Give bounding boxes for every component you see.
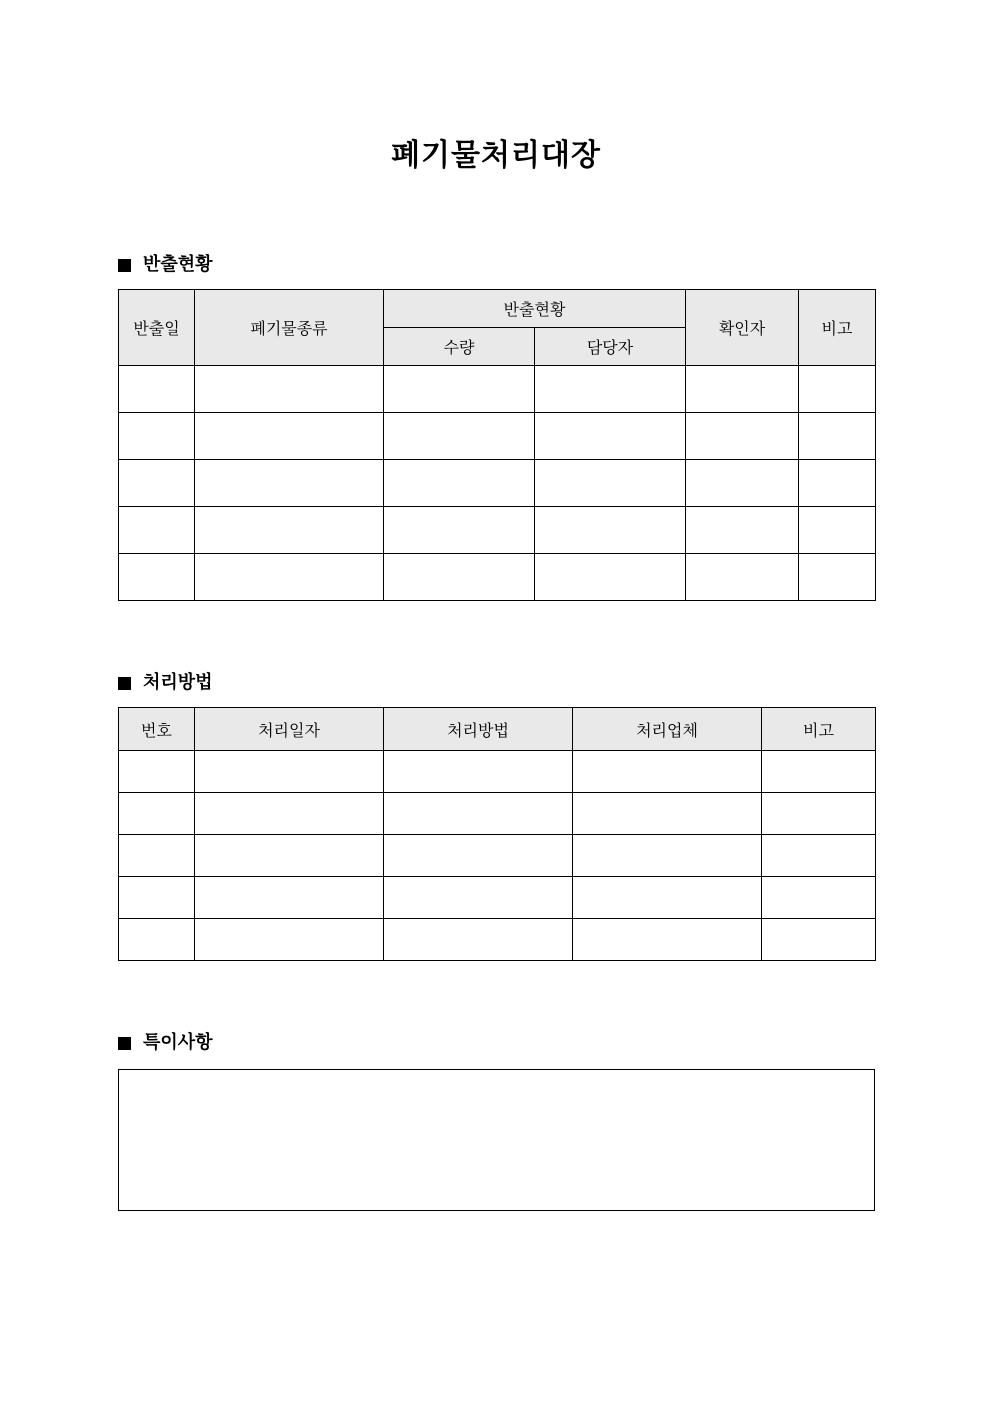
table-cell[interactable] [384,919,573,961]
table-cell[interactable] [799,460,876,507]
table-row [119,793,876,835]
column-header-remarks: 비고 [799,290,876,366]
section-heading-label: 특이사항 [143,1032,213,1053]
table-cell[interactable] [686,413,799,460]
table-row [119,413,876,460]
table-cell[interactable] [384,751,573,793]
table-cell[interactable] [535,366,686,413]
table-cell[interactable] [119,751,195,793]
table-cell[interactable] [119,877,195,919]
table-row [119,507,876,554]
table-cell[interactable] [384,835,573,877]
table-header-row [119,290,876,328]
table-cell[interactable] [762,919,876,961]
table-cell[interactable] [799,554,876,601]
table-cell[interactable] [119,366,195,413]
table-cell[interactable] [762,793,876,835]
table-cell[interactable] [384,413,535,460]
column-header-number: 번호 [119,708,195,751]
shipment-table [118,289,876,601]
table-cell[interactable] [195,460,384,507]
table-cell[interactable] [119,919,195,961]
table-cell[interactable] [535,413,686,460]
section-heading-shipment [118,253,213,277]
table-cell[interactable] [195,366,384,413]
table-cell[interactable] [686,507,799,554]
column-header-method: 처리방법 [384,708,573,751]
table-cell[interactable] [799,413,876,460]
table-cell[interactable] [762,751,876,793]
section-heading-method [118,671,213,695]
table-cell[interactable] [573,793,762,835]
table-cell[interactable] [799,366,876,413]
table-cell[interactable] [195,554,384,601]
table-cell[interactable] [119,460,195,507]
table-cell[interactable] [762,877,876,919]
table-cell[interactable] [384,877,573,919]
section-heading-label: 처리방법 [143,672,213,693]
table-cell[interactable] [119,507,195,554]
table-cell[interactable] [384,554,535,601]
table-cell[interactable] [384,460,535,507]
document-title: 폐기물처리대장 [391,138,601,173]
disposal-method-table [118,707,876,961]
notes-box[interactable] [118,1069,875,1211]
black-square-icon [118,259,131,272]
table-cell[interactable] [573,919,762,961]
table-cell[interactable] [573,751,762,793]
column-header-remarks: 비고 [762,708,876,751]
table-cell[interactable] [686,460,799,507]
table-header-row [119,708,876,751]
column-header-quantity: 수량 [384,328,535,366]
table-cell[interactable] [384,793,573,835]
table-cell[interactable] [535,460,686,507]
table-row [119,460,876,507]
table-cell[interactable] [119,554,195,601]
column-header-date: 반출일 [119,290,195,366]
table-cell[interactable] [195,877,384,919]
table-cell[interactable] [762,835,876,877]
table-row [119,835,876,877]
black-square-icon [118,677,131,690]
table-cell[interactable] [195,751,384,793]
table-cell[interactable] [195,413,384,460]
table-cell[interactable] [384,366,535,413]
table-cell[interactable] [119,835,195,877]
table-cell[interactable] [573,835,762,877]
black-square-icon [118,1037,131,1050]
section-heading-label: 반출현황 [143,254,213,275]
table-cell[interactable] [686,554,799,601]
table-cell[interactable] [573,877,762,919]
table-cell[interactable] [799,507,876,554]
column-header-date: 처리일자 [195,708,384,751]
column-header-confirmer: 확인자 [686,290,799,366]
table-row [119,751,876,793]
table-cell[interactable] [535,554,686,601]
table-cell[interactable] [195,835,384,877]
table-cell[interactable] [686,366,799,413]
table-cell[interactable] [384,507,535,554]
table-row [119,919,876,961]
table-row [119,554,876,601]
table-row [119,366,876,413]
table-row [119,877,876,919]
table-cell[interactable] [119,793,195,835]
column-header-manager: 담당자 [535,328,686,366]
table-cell[interactable] [195,793,384,835]
column-header-group: 반출현황 [384,290,686,328]
table-cell[interactable] [535,507,686,554]
section-heading-notes [118,1031,213,1055]
table-cell[interactable] [119,413,195,460]
column-header-company: 처리업체 [573,708,762,751]
table-cell[interactable] [195,507,384,554]
table-cell[interactable] [195,919,384,961]
column-header-waste-type: 폐기물종류 [195,290,384,366]
